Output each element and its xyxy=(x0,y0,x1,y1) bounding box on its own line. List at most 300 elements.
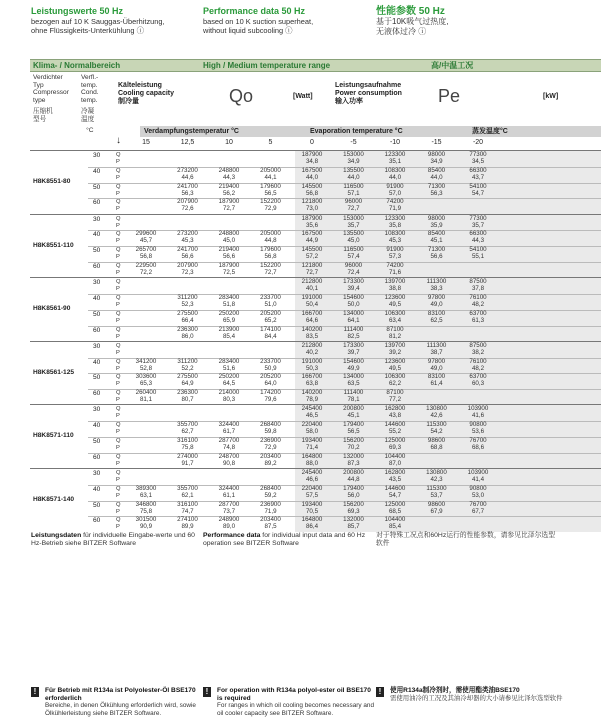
evap-temp-value: 15 xyxy=(142,139,150,146)
warning-de xyxy=(31,687,203,717)
capacity-cell: 233700 xyxy=(260,293,281,301)
capacity-cell: 324400 xyxy=(218,421,240,429)
capacity-cell: 265700 xyxy=(135,246,157,254)
warning-en-text: For ranges in which oil cooling becomes necessary and oil cooler capacity see BITZER Software. xyxy=(217,702,375,717)
capacity-cell: 316100 xyxy=(177,500,198,508)
power-cell: 46,6 xyxy=(305,476,319,483)
capacity-cell: 355700 xyxy=(177,421,198,429)
power-cell: 38,7 xyxy=(430,348,443,356)
power-cell: 35,1 xyxy=(388,158,402,165)
header-sub-zh-2: 无液体过冷 ⓘ xyxy=(376,27,427,36)
power-cell: 57,5 xyxy=(305,491,319,499)
power-cell: 57,2 xyxy=(305,253,319,261)
capacity-cell: 135500 xyxy=(343,230,364,238)
cond-col-line: 冷凝 xyxy=(81,108,95,116)
capacity-cell: 111400 xyxy=(343,325,364,333)
p-row-label: P xyxy=(116,477,120,483)
cond-col-line: 温度 xyxy=(81,115,95,123)
model-block xyxy=(30,468,601,532)
header-sub-de-1: bezogen auf 10 K Sauggas-Überhitzung, xyxy=(31,17,165,26)
power-cell: 68,5 xyxy=(388,507,402,515)
capacity-cell: 179600 xyxy=(260,182,281,190)
power-cell: 41,4 xyxy=(471,476,485,483)
capacity-cell: 187900 xyxy=(301,151,323,158)
power-cell: 44,8 xyxy=(347,476,360,483)
power-cell: 48,2 xyxy=(471,364,485,372)
cooling-capacity-label xyxy=(118,82,174,106)
capacity-cell: 111400 xyxy=(343,389,364,397)
power-cell: 35,7 xyxy=(347,221,360,229)
capacity-cell: 76100 xyxy=(469,293,487,301)
capacity-cell: 111300 xyxy=(426,278,447,286)
type-col-line: Typ xyxy=(33,81,44,89)
power-cell: 85,4 xyxy=(222,332,236,340)
evap-temp-value: 5 xyxy=(268,139,273,146)
power-cell: 50,3 xyxy=(305,364,319,372)
power-cell: 44,8 xyxy=(264,237,277,245)
capacity-cell: 311200 xyxy=(177,293,198,301)
power-cell: 75,8 xyxy=(139,507,153,515)
capacity-cell: 121800 xyxy=(301,261,323,269)
capacity-cell: 83100 xyxy=(427,309,446,317)
power-cell: 59,2 xyxy=(264,491,277,499)
power-cell: 90,9 xyxy=(139,523,153,531)
power-cell: 34,9 xyxy=(430,158,443,165)
type-col-line: Verdichter xyxy=(33,74,63,81)
capacity-cell: 134000 xyxy=(343,309,364,317)
capacity-cell: 311200 xyxy=(177,357,198,365)
power-cell: 72,6 xyxy=(181,205,194,213)
model-name: H8K8551-110 xyxy=(33,241,74,249)
capacity-cell: 213900 xyxy=(218,325,240,333)
header-sub-en-1: based on 10 K suction superheat, xyxy=(203,17,314,26)
capacity-cell: 104400 xyxy=(384,516,406,524)
capacity-cell: 87100 xyxy=(386,325,404,333)
q-row-label: Q xyxy=(116,231,121,238)
cond-col-line: temp. xyxy=(81,81,98,89)
capacity-cell: 346800 xyxy=(135,500,157,508)
power-cell: 44,0 xyxy=(430,173,443,181)
footer-de-bold: Leistungsdaten xyxy=(31,532,82,539)
capacity-cell: 123300 xyxy=(384,151,406,158)
power-cell: 64,1 xyxy=(347,316,360,324)
power-cell: 62,1 xyxy=(181,491,194,499)
power-cell: 73,0 xyxy=(305,205,319,213)
header-sub-en-2: without liquid subcooling ⓘ xyxy=(203,26,293,35)
cond-col-line: °C xyxy=(86,126,94,134)
power-cell: 38,3 xyxy=(430,285,443,293)
warning-icon: ! xyxy=(203,687,211,697)
range-band-de: Klima- / Normalbereich xyxy=(33,61,121,70)
capacity-cell: 98600 xyxy=(427,436,446,444)
capacity-cell: 66300 xyxy=(469,166,487,174)
model-block xyxy=(30,214,601,278)
capacity-cell: 219400 xyxy=(218,182,240,190)
q-row-label: Q xyxy=(116,199,121,206)
footer-note-en xyxy=(203,532,368,548)
footer-zh-text: 对于特殊工况点和60Hz运行的性能参数，请参见比泽尔选型软件 xyxy=(376,532,555,547)
q-row-label: Q xyxy=(116,294,121,301)
capacity-cell: 71300 xyxy=(427,246,446,254)
power-cell: 39,4 xyxy=(347,285,360,293)
capacity-cell: 236300 xyxy=(177,389,198,397)
cond-temp: 40 xyxy=(93,294,101,302)
capacity-cell: 200800 xyxy=(343,469,364,476)
warning-de-text: Bereiche, in denen Ölkühlung erforderlich wird, sowie Ölkühlerleistung siehe BITZER Software. xyxy=(45,702,196,717)
power-cell: 52,8 xyxy=(139,364,153,372)
power-cell: 75,8 xyxy=(181,443,194,451)
cond-temp: 50 xyxy=(93,374,101,382)
p-row-label: P xyxy=(116,174,120,181)
power-cell: 50,9 xyxy=(264,364,277,372)
evap-temp-value: 0 xyxy=(310,139,314,146)
cond-temp: 50 xyxy=(93,310,101,318)
cond-temp: 60 xyxy=(93,390,101,398)
capacity-cell: 76700 xyxy=(469,436,487,444)
p-row-label: P xyxy=(116,333,120,340)
capacity-cell: 275500 xyxy=(177,373,198,381)
capacity-cell: 248800 xyxy=(218,230,240,238)
power-cell: 38,2 xyxy=(471,348,485,356)
capacity-cell: 125000 xyxy=(384,500,406,508)
capacity-cell: 241700 xyxy=(177,246,198,254)
capacity-cell: 273200 xyxy=(177,230,198,238)
power-cell: 70,2 xyxy=(347,443,360,451)
power-cell: 42,3 xyxy=(430,476,443,483)
power-cell: 56,8 xyxy=(264,253,277,261)
power-cell: 56,6 xyxy=(222,253,236,261)
pe-label-line: Power consumption xyxy=(335,90,402,97)
p-row-label: P xyxy=(116,190,120,197)
capacity-cell: 236900 xyxy=(260,500,281,508)
power-cell: 35,6 xyxy=(305,221,319,229)
q-row-label: Q xyxy=(116,262,121,269)
capacity-cell: 173300 xyxy=(343,341,364,349)
capacity-cell: 63700 xyxy=(469,373,487,381)
capacity-cell: 236300 xyxy=(177,325,198,333)
power-cell: 64,0 xyxy=(264,380,277,388)
cond-column-header xyxy=(81,74,99,134)
capacity-cell: 97800 xyxy=(427,293,446,301)
footer-note-zh xyxy=(376,532,556,548)
capacity-cell: 83100 xyxy=(427,373,446,381)
q-row-label: Q xyxy=(116,167,121,174)
capacity-cell: 87500 xyxy=(469,341,487,349)
cond-col-line: temp. xyxy=(81,96,98,104)
power-cell: 49,5 xyxy=(388,300,402,308)
power-cell: 72,7 xyxy=(347,205,360,213)
capacity-cell: 130800 xyxy=(426,405,447,413)
capacity-cell: 108300 xyxy=(384,230,406,238)
p-row-label: P xyxy=(116,159,120,165)
capacity-cell: 214000 xyxy=(218,389,240,397)
p-row-label: P xyxy=(116,286,120,293)
q-row-label: Q xyxy=(116,247,121,254)
power-cell: 56,6 xyxy=(181,253,194,261)
p-row-label: P xyxy=(116,444,120,451)
capacity-cell: 229500 xyxy=(135,261,157,269)
capacity-cell: 77300 xyxy=(469,151,487,158)
model-block xyxy=(30,404,601,468)
capacity-cell: 299600 xyxy=(135,230,157,238)
power-cell: 50,0 xyxy=(347,300,360,308)
p-row-label: P xyxy=(116,381,120,388)
power-cell: 56,5 xyxy=(347,428,360,436)
cond-col-line: Verfl.- xyxy=(81,74,99,81)
capacity-cell: 274000 xyxy=(177,452,198,460)
capacity-cell: 283400 xyxy=(218,357,240,365)
power-cell: 44,0 xyxy=(305,173,319,181)
capacity-cell: 179400 xyxy=(343,421,364,429)
capacity-cell: 123300 xyxy=(384,214,406,222)
model-name: H8K8551-80 xyxy=(33,178,71,185)
warning-zh xyxy=(376,687,566,702)
power-cell: 67,9 xyxy=(430,507,443,515)
cond-temp: 30 xyxy=(93,406,101,414)
capacity-cell: 85400 xyxy=(427,166,446,174)
cond-temp: 50 xyxy=(93,247,101,255)
capacity-cell: 207900 xyxy=(177,198,198,206)
power-cell: 50,4 xyxy=(305,300,319,308)
cond-temp: 60 xyxy=(93,199,101,207)
header-sub-zh-1: 基于10K吸气过热度, xyxy=(376,17,449,26)
q-row-label: Q xyxy=(116,215,121,222)
power-cell: 37,8 xyxy=(471,285,485,293)
capacity-cell: 191000 xyxy=(301,293,323,301)
capacity-cell: 115300 xyxy=(426,421,447,429)
capacity-cell: 248800 xyxy=(218,166,240,174)
capacity-cell: 200800 xyxy=(343,405,364,413)
power-cell: 77,2 xyxy=(388,396,402,404)
power-cell: 43,7 xyxy=(471,173,485,181)
capacity-cell: 193400 xyxy=(301,500,323,508)
power-cell: 51,6 xyxy=(222,364,236,372)
capacity-cell: 77300 xyxy=(469,214,487,222)
capacity-cell: 166700 xyxy=(301,309,323,317)
capacity-cell: 245400 xyxy=(301,469,323,476)
cond-temp: 60 xyxy=(93,453,101,461)
power-cell: 61,3 xyxy=(471,316,485,324)
power-cell: 64,5 xyxy=(222,380,236,388)
capacity-cell: 355700 xyxy=(177,484,198,492)
capacity-cell: 167500 xyxy=(301,166,323,174)
capacity-cell: 205200 xyxy=(260,373,281,381)
q-row-label: Q xyxy=(116,485,121,492)
power-cell: 74,7 xyxy=(181,507,194,515)
power-cell: 45,3 xyxy=(181,237,194,245)
evap-label-de: Verdampfungstemperatur °C xyxy=(144,128,239,135)
range-band-zh: 高/中温工况 xyxy=(431,61,474,70)
power-cell: 57,3 xyxy=(388,253,402,261)
capacity-cell: 220400 xyxy=(301,484,323,492)
pe-unit: [kW] xyxy=(543,93,559,100)
power-cell: 68,8 xyxy=(430,443,443,451)
power-cell: 39,7 xyxy=(347,348,360,356)
p-row-label: P xyxy=(116,301,120,308)
cond-temp: 40 xyxy=(93,422,101,430)
power-cell: 88,0 xyxy=(305,459,319,467)
q-row-label: Q xyxy=(116,470,121,476)
power-cell: 91,7 xyxy=(181,459,194,467)
q-row-label: Q xyxy=(116,422,121,429)
capacity-cell: 154600 xyxy=(343,293,364,301)
power-cell: 54,7 xyxy=(388,491,402,499)
header-title-zh: 性能参数 50 Hz xyxy=(376,6,445,17)
power-cell: 72,5 xyxy=(222,268,236,276)
capacity-cell: 316100 xyxy=(177,436,198,444)
power-cell: 44,0 xyxy=(388,173,402,181)
capacity-cell: 123600 xyxy=(384,293,406,301)
capacity-cell: 162800 xyxy=(384,405,406,413)
power-cell: 45,1 xyxy=(430,237,443,245)
capacity-cell: 97800 xyxy=(427,357,446,365)
evap-temp-value: -10 xyxy=(389,139,401,146)
capacity-cell: 90800 xyxy=(469,421,487,429)
capacity-cell: 212800 xyxy=(301,278,323,286)
power-cell: 34,5 xyxy=(471,158,485,165)
footer-de-text: für individuelle Eingabe-werte und 60 Hz-Betrieb siehe BITZER Software xyxy=(31,532,195,547)
power-cell: 87,3 xyxy=(347,459,360,467)
capacity-cell: 203400 xyxy=(260,452,281,460)
capacity-cell: 139700 xyxy=(384,278,406,286)
power-cell: 65,2 xyxy=(264,316,277,324)
power-cell: 44,6 xyxy=(181,173,194,181)
power-cell: 57,1 xyxy=(347,189,360,197)
capacity-cell: 179600 xyxy=(260,246,281,254)
cond-temp: 30 xyxy=(93,342,101,350)
capacity-cell: 103900 xyxy=(467,469,489,476)
q-row-label: Q xyxy=(116,390,121,397)
evap-label-en: Evaporation temperature °C xyxy=(310,128,403,135)
power-cell: 55,1 xyxy=(471,253,485,261)
q-row-label: Q xyxy=(116,358,121,365)
power-cell: 61,4 xyxy=(430,380,443,388)
capacity-cell: 96000 xyxy=(344,261,363,269)
warning-icon: ! xyxy=(31,687,39,697)
capacity-cell: 85400 xyxy=(427,230,446,238)
capacity-cell: 219400 xyxy=(218,246,240,254)
capacity-cell: 187900 xyxy=(301,214,323,222)
capacity-cell: 74200 xyxy=(386,261,404,269)
power-cell: 72,7 xyxy=(305,268,319,276)
capacity-cell: 54100 xyxy=(469,182,487,190)
power-cell: 63,5 xyxy=(347,380,360,388)
capacity-cell: 164800 xyxy=(301,516,323,524)
power-cell: 44,0 xyxy=(347,173,360,181)
power-cell: 56,3 xyxy=(181,189,194,197)
power-cell: 51,0 xyxy=(264,300,277,308)
power-cell: 70,5 xyxy=(305,507,319,515)
header-title-en: Performance data 50 Hz xyxy=(203,6,306,16)
power-cell: 53,6 xyxy=(471,428,485,436)
q-row-label: Q xyxy=(116,501,121,508)
capacity-cell: 63700 xyxy=(469,309,487,317)
capacity-cell: 275500 xyxy=(177,309,198,317)
power-cell: 49,0 xyxy=(430,364,443,372)
capacity-cell: 145500 xyxy=(301,182,323,190)
p-row-label: P xyxy=(116,254,120,261)
cond-temp: 50 xyxy=(93,183,101,191)
cond-col-line: Cond. xyxy=(81,89,99,97)
capacity-cell: 274100 xyxy=(177,516,198,524)
power-cell: 90,8 xyxy=(222,459,236,467)
pe-label-line: Leistungsaufnahme xyxy=(335,82,402,89)
capacity-cell: 144600 xyxy=(384,484,406,492)
power-cell: 56,3 xyxy=(430,189,443,197)
q-row-label: Q xyxy=(116,437,121,444)
model-block xyxy=(30,277,601,341)
capacity-cell: 250200 xyxy=(218,309,240,317)
capacity-cell: 205000 xyxy=(260,230,281,238)
power-cell: 45,1 xyxy=(347,412,360,420)
p-row-label: P xyxy=(116,222,120,229)
p-row-label: P xyxy=(116,492,120,499)
capacity-cell: 250200 xyxy=(218,373,240,381)
capacity-cell: 153000 xyxy=(343,214,364,222)
pe-symbol: Pe xyxy=(438,86,461,106)
capacity-cell: 287700 xyxy=(218,436,240,444)
capacity-cell: 135500 xyxy=(343,166,364,174)
power-cell: 40,2 xyxy=(305,348,319,356)
power-cell: 43,5 xyxy=(388,476,402,483)
type-col-line: Compressor xyxy=(33,89,69,97)
capacity-cell: 166700 xyxy=(301,373,323,381)
model-name: H8K8561-90 xyxy=(33,305,71,313)
capacity-cell: 389300 xyxy=(135,484,157,492)
type-col-line: type xyxy=(33,96,46,104)
capacity-cell: 220400 xyxy=(301,421,323,429)
cond-temp: 30 xyxy=(93,279,101,287)
power-cell: 58,0 xyxy=(305,428,319,436)
power-cell: 65,9 xyxy=(222,316,236,324)
power-cell: 46,5 xyxy=(305,412,319,420)
capacity-cell: 76700 xyxy=(469,500,487,508)
header-title-de: Leistungswerte 50 Hz xyxy=(31,6,124,16)
power-cell: 52,3 xyxy=(181,300,194,308)
capacity-cell: 74200 xyxy=(386,198,404,206)
footer-en-bold: Performance data xyxy=(203,532,261,539)
power-cell: 69,3 xyxy=(347,507,360,515)
capacity-cell: 130800 xyxy=(426,469,447,476)
power-cell: 54,2 xyxy=(430,428,443,436)
power-cell: 78,9 xyxy=(305,396,319,404)
power-cell: 62,5 xyxy=(430,316,443,324)
p-row-label: P xyxy=(116,429,120,436)
capacity-cell: 140200 xyxy=(301,325,323,333)
power-cell: 61,1 xyxy=(222,491,236,499)
capacity-cell: 98000 xyxy=(427,151,446,158)
power-cell: 84,4 xyxy=(264,332,277,340)
warning-de-bold: Für Betrieb mit R134a ist Polyolester-Öl BSE170 erforderlich xyxy=(45,687,196,702)
power-cell: 62,2 xyxy=(388,380,402,388)
qo-unit: [Watt] xyxy=(293,93,313,100)
q-row-label: Q xyxy=(116,374,121,381)
power-cell: 72,7 xyxy=(222,205,236,213)
power-cell: 34,9 xyxy=(347,158,360,165)
power-cell: 56,5 xyxy=(264,189,277,197)
capacity-cell: 152200 xyxy=(260,198,281,206)
capacity-cell: 91900 xyxy=(386,182,404,190)
cond-temp: 40 xyxy=(93,231,101,239)
warning-en xyxy=(203,687,375,717)
power-cell: 44,3 xyxy=(471,237,485,245)
power-cell: 63,4 xyxy=(388,316,402,324)
power-cell: 56,8 xyxy=(305,189,319,197)
cond-temp: 40 xyxy=(93,485,101,493)
power-cell: 64,9 xyxy=(181,380,194,388)
model-name: H8K8571-140 xyxy=(33,496,75,503)
qo-symbol: Qo xyxy=(229,86,254,106)
